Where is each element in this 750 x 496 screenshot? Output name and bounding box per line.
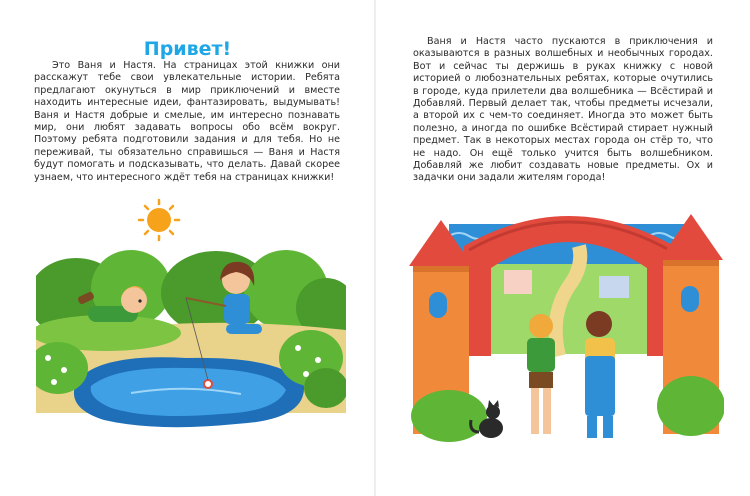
sun-icon [139,200,179,240]
house [599,276,629,298]
city-gate-illustration [409,206,724,468]
intro-paragraph: Это Ваня и Настя. На страницах этой книжки они расскажут тебе свои увлекательные истории. Ребята предлагают окунуться в мир приключений и вместе находить интересные идеи, фантазировать, выдумывать! Ваня и Настя добрые и смелые, им интересно познавать мир, они любят задавать вопросы обо всём вокруг. Поэтому ребята подготовили задания и для тебя. Но не переживай, ты обязательно справишься — Ваня и Настя будут помогать и подсказывать, что делать. Давай скорее узнаем, что интересного ждёт тебя на страницах книжки! [34,60,340,183]
boy-vanya [527,314,555,434]
fishing-illustration [36,198,346,448]
page-title: Привет! [143,38,232,60]
house [504,270,532,294]
right-page [375,0,750,496]
girl-nastya [585,311,615,438]
story-paragraph: Ваня и Настя часто пускаются в приключения и оказываются в разных волшебных и необычных городах. Вот и сейчас ты держишь в руках книжку с новой историей о любознательных ребятах, которые очутились в городе, куда прилетели два волшебника — Всёстирай и Добавляй. Первый делает так, чтобы предметы исчезали, а второй их с чем-то соединяет. Иногда это может быть полезно, а иногда по ошибке Всёстирай стирает нужный предмет. Так в некоторых местах города он стёр то, что не надо. Он ещё только учится быть волшебником. Добавляй же любит создавать новые предметы. Ох и задачки они задали жителям города! [413,36,713,184]
pond-icon [74,357,304,427]
bush-icon [411,390,487,442]
bush-icon [657,376,724,436]
